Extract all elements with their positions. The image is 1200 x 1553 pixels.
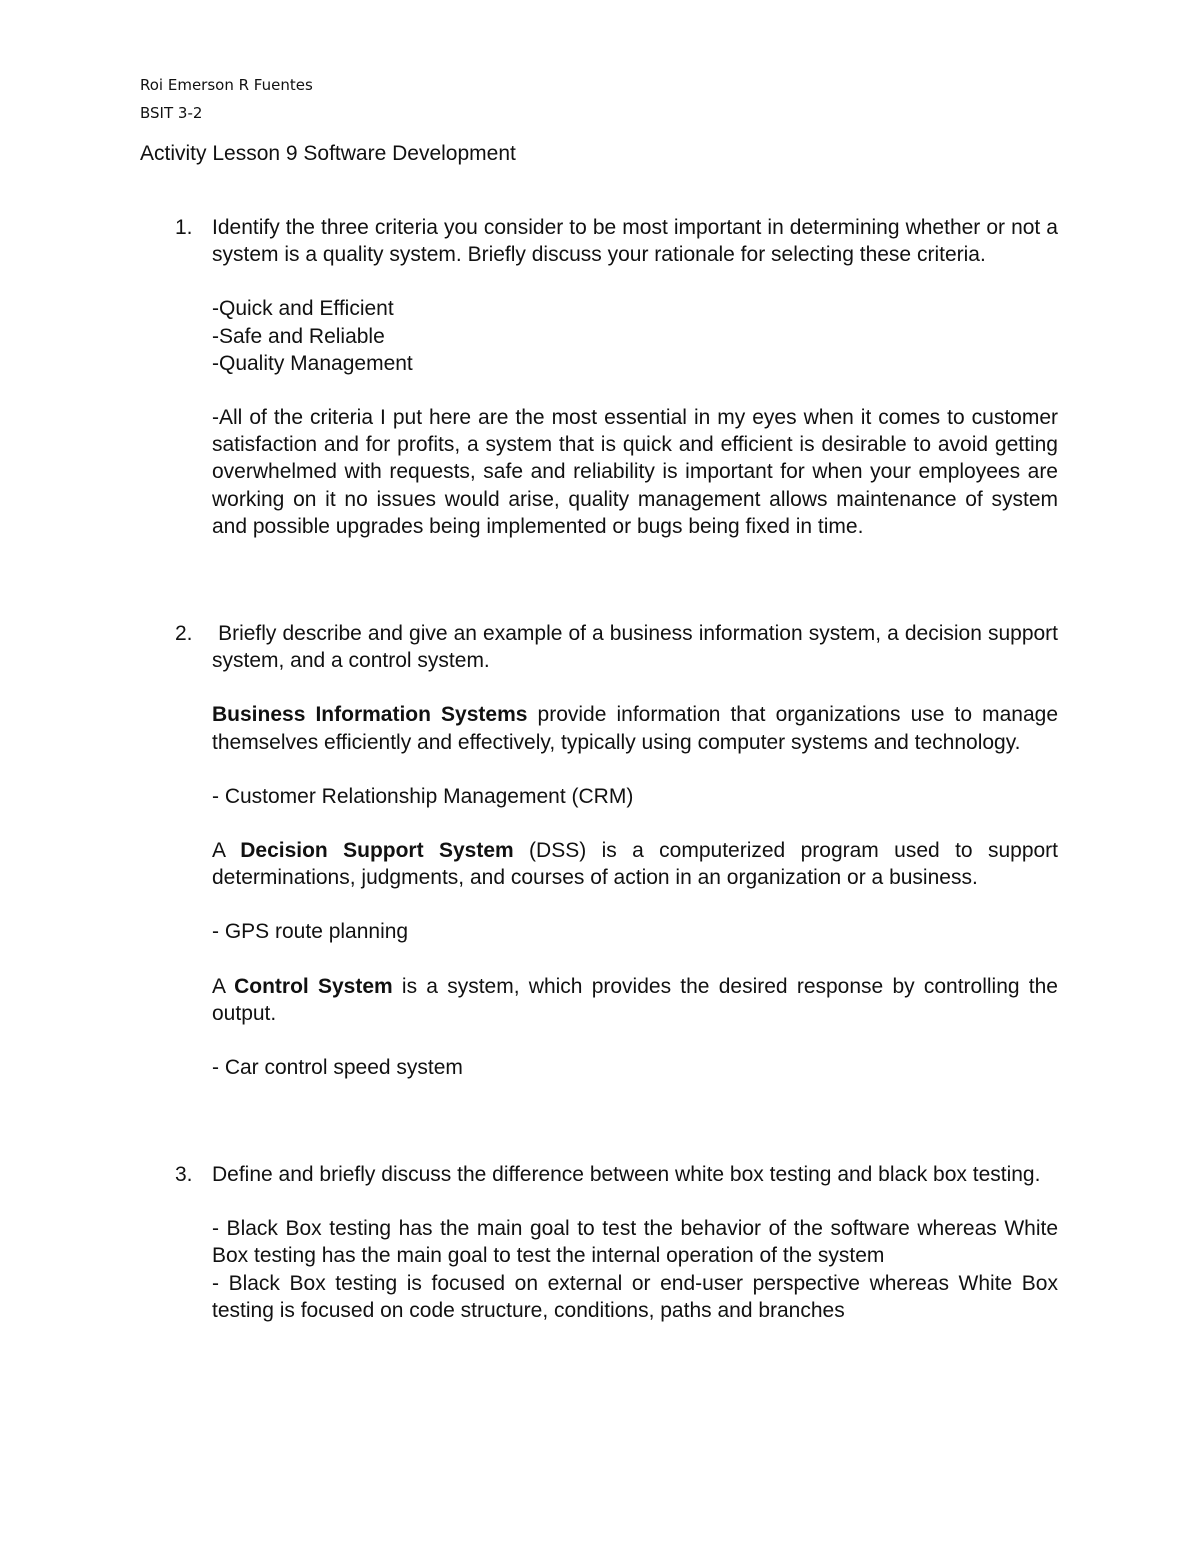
section-label: BSIT 3-2 (140, 104, 203, 122)
document-title: Activity Lesson 9 Software Development (140, 142, 516, 165)
cs-prefix: A (212, 974, 235, 998)
dss-term: Decision Support System (240, 839, 514, 863)
question-prompt: Define and briefly discuss the difference between white box testing and black box testing. (212, 1163, 1041, 1186)
bis-term: Business Information Systems (212, 703, 528, 727)
question-2 (140, 620, 1064, 1081)
question-prompt: Briefly describe and give an example of a business information system, a decision support system, and a control system. (212, 622, 1064, 673)
cs-definition (212, 973, 1058, 1027)
cs-text: is a system, which provides the desired response by controlling the output. (212, 974, 1058, 1025)
dss-definition (212, 837, 1058, 891)
bis-example: - Customer Relationship Management (CRM) (212, 784, 634, 808)
question-number: 3. (175, 1163, 193, 1186)
author-name: Roi Emerson R Fuentes (140, 76, 313, 94)
question-prompt: Identify the three criteria you consider to be most important in determining whether or not a system is a quality system. Briefly discuss your rationale for selecting these criteria. (212, 216, 1058, 267)
dss-example: - GPS route planning (212, 920, 409, 944)
question-3 (140, 1161, 1058, 1324)
criteria-item: -Safe and Reliable (212, 324, 385, 348)
comparison-point: - Black Box testing has the main goal to test the behavior of the software whereas White Box testing has the main goal to test the internal operation of the system (212, 1217, 1058, 1268)
question-number: 1. (175, 216, 193, 239)
criteria-item: -Quality Management (212, 351, 413, 375)
dss-text: (DSS) is a computerized program used to support determinations, judgments, and courses of action in an organization or a business. (212, 839, 1058, 890)
cs-term: Control System (234, 974, 393, 998)
answer-paragraph: -All of the criteria I put here are the most essential in my eyes when it comes to customer satisfaction and for profits, a system that is quick and efficient is desirable to avoid getting overwhelmed with requests, safe and reliability is important for when your employees are working on it no issues would arise, quality management allows maintenance of system and possible upgrades being implemented or bugs being fixed in time. (212, 406, 1058, 538)
bis-text: provide information that organizations use to manage themselves efficiently and effectively, typically using computer systems and technology. (212, 703, 1059, 754)
bis-definition (212, 701, 1058, 755)
criteria-item: -Quick and Efficient (212, 297, 394, 321)
comparison-point: - Black Box testing is focused on external or end-user perspective whereas White Box testing is focused on code structure, conditions, paths and branches (212, 1271, 1058, 1322)
question-number: 2. (175, 622, 193, 645)
cs-example: - Car control speed system (212, 1056, 463, 1080)
dss-prefix: A (212, 839, 241, 863)
question-1 (140, 214, 1058, 540)
